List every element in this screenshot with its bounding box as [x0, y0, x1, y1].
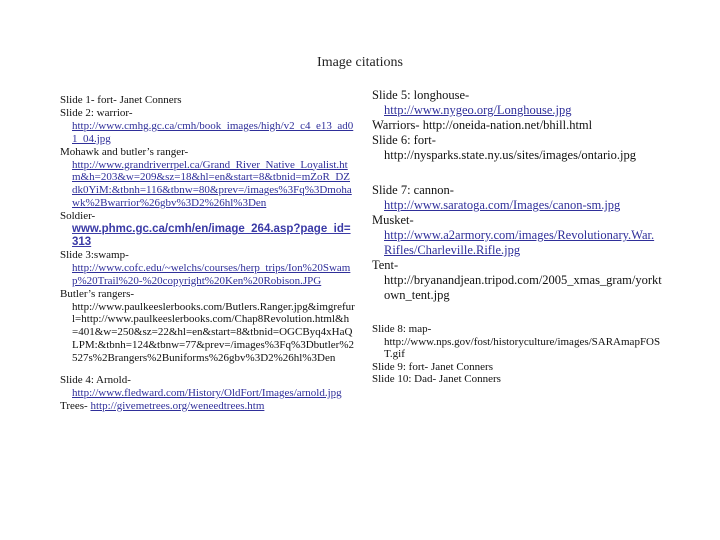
citation-label: Tent-: [372, 258, 399, 272]
citation-url-text: http://www.paulkeeslerbooks.com/Butlers.Ranger.jpg&imgrefurl=http://www.paulkeeslerbooks.com/Chap8Revolution.html&h=401&w=250&sz=22&hl=en&start=8&tbnid=OGCByq4xHaQLPM:&tbnh=124&tbnw=77&prev=/images%3Fq%3Dbutler%2527s%2Brangers%2Buniforms%26gbv%3D2%26hl%3Den: [72, 300, 355, 365]
citation-link[interactable]: http://www.cofc.edu/~welchs/courses/herp_trips/Ion%20Swamp%20Trail%20-%20copyright%20Ken%20Robison.JPG: [72, 261, 351, 287]
citation-slide7-cannon: [372, 183, 662, 213]
citation-warriors: [372, 118, 662, 133]
citation-musket: [372, 213, 662, 258]
citation-slide10: [372, 373, 662, 386]
citation-link[interactable]: http://www.fledward.com/History/OldFort/Images/arnold.jpg: [72, 386, 342, 399]
citation-slide8-map: [372, 323, 662, 361]
citation-link[interactable]: www.phmc.gc.ca/cmh/en/image_264.asp?page_id=313: [72, 223, 351, 248]
citation-slide2-warrior: [60, 107, 355, 146]
citation-label: Slide 6: fort-: [372, 133, 436, 147]
citation-label: Slide 8: map-: [372, 323, 432, 335]
citation-slide5-longhouse: [372, 88, 662, 118]
right-citations: [372, 88, 662, 386]
citation-label: Slide 5: longhouse-: [372, 88, 470, 102]
citation-slide4-arnold: [60, 374, 355, 400]
citation-label: Trees-: [60, 399, 91, 412]
citation-trees: [60, 400, 355, 413]
page-title: Image citations: [317, 55, 403, 70]
citation-tent: [372, 258, 662, 303]
citation-slide1: [60, 94, 355, 107]
citation-label: Slide 7: cannon-: [372, 183, 454, 197]
citation-slide3-swamp: [60, 249, 355, 288]
citation-label: Warriors- http://oneida-nation.net/bhill.html: [372, 118, 593, 132]
citation-label: Butler’s rangers-: [60, 287, 135, 300]
citation-label: Slide 4: Arnold-: [60, 374, 131, 387]
citation-slide6-fort: [372, 133, 662, 163]
citation-url-text: http://www.nps.gov/fost/historyculture/images/SARAmapFOST.gif: [384, 335, 661, 361]
citation-link[interactable]: http://www.nygeo.org/Longhouse.jpg: [384, 103, 572, 117]
citation-label: Slide 10: Dad- Janet Conners: [372, 373, 501, 386]
citation-url-text: http://bryanandjean.tripod.com/2005_xmas_gram/yorktown_tent.jpg: [384, 273, 662, 302]
citation-label: Slide 3:swamp-: [60, 248, 129, 261]
citation-link[interactable]: http://www.cmhg.gc.ca/cmh/book_images/high/v2_c4_e13_ad01_04.jpg: [72, 119, 354, 145]
citation-link[interactable]: http://givemetrees.org/weneedtrees.htm: [90, 399, 265, 412]
citation-label: Musket-: [372, 213, 414, 227]
citation-soldier: [60, 210, 355, 249]
citation-butlers-rangers: [60, 288, 355, 365]
citation-link[interactable]: http://www.a2armory.com/images/Revolutionary.War.Rifles/Charleville.Rifle.jpg: [384, 228, 655, 257]
citation-link[interactable]: http://www.grandriverrpel.ca/Grand_River_Native_Loyalist.htm&h=203&w=209&sz=18&hl=en&start=8&tbnid=mZoR_DZdk0YiM:&tbnh=116&tbnw=80&prev=/images%3Fq%3Dmohawk%2Bwarrior%26gbv%3D2%26hl%3Den: [72, 158, 352, 210]
citation-label: Soldier-: [60, 210, 96, 223]
left-citations: [60, 94, 355, 413]
citation-label: Slide 9: fort- Janet Conners: [372, 360, 493, 373]
citation-slide9: [372, 361, 662, 374]
citation-label: Mohawk and butler’s ranger-: [60, 145, 189, 158]
citation-link[interactable]: http://www.saratoga.com/Images/canon-sm.jpg: [384, 198, 621, 212]
citation-url-text: http://nysparks.state.ny.us/sites/images/ontario.jpg: [384, 148, 636, 162]
citation-label: Slide 1- fort- Janet Conners: [60, 94, 182, 106]
citation-label: Slide 2: warrior-: [60, 106, 133, 119]
citation-mohawk-ranger: [60, 146, 355, 211]
